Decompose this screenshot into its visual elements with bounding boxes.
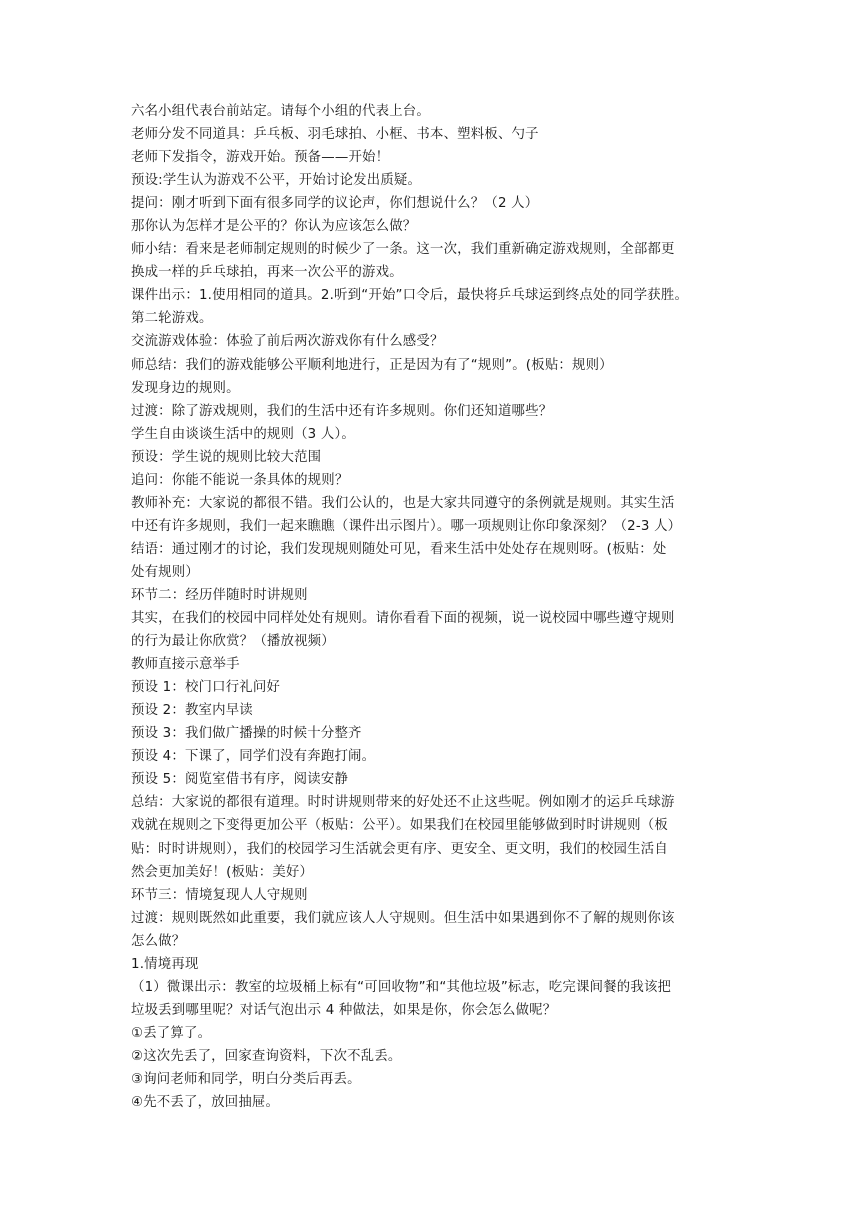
text-line: 学生自由谈谈生活中的规则（3 人）。 xyxy=(131,426,355,442)
text-line: 处有规则） xyxy=(131,564,199,580)
text-line: 教师补充：大家说的都很不错。我们公认的，也是大家共同遵守的条例就是规则。其实生活 xyxy=(131,495,675,511)
text-line: 过渡：规则既然如此重要，我们就应该人人守规则。但生活中如果遇到你不了解的规则你该 xyxy=(131,910,675,926)
text-line: 的行为最让你欣赏？（播放视频） xyxy=(131,634,335,650)
text-line: 追问：你能不能说一条具体的规则？ xyxy=(131,472,349,488)
text-line: 师小结：看来是老师制定规则的时候少了一条。这一次，我们重新确定游戏规则，全部都更 xyxy=(131,242,675,258)
text-line: 发现身边的规则。 xyxy=(131,380,240,396)
text-line: 总结：大家说的都很有道理。时时讲规则带来的好处还不止这些呢。例如刚才的运乒乓球游 xyxy=(131,795,675,811)
text-line: 预设：学生说的规则比较大范围 xyxy=(131,449,322,465)
section-heading: 环节三：情境复现人人守规则 xyxy=(131,887,308,903)
text-line: 预设 5：阅览室借书有序，阅读安静 xyxy=(131,772,349,788)
text-line: 预设 2：教室内早读 xyxy=(131,703,253,719)
text-line: 戏就在规则之下变得更加公平（板贴：公平）。如果我们在校园里能够做到时时讲规则（板 xyxy=(131,818,668,834)
list-item: ①丢了算了。 xyxy=(131,1025,212,1041)
text-line: 怎么做？ xyxy=(131,933,186,949)
list-item: ③询问老师和同学，明白分类后再丢。 xyxy=(131,1071,361,1087)
list-item: ④先不丢了，放回抽屉。 xyxy=(131,1095,280,1111)
text-line: 其实，在我们的校园中同样处处有规则。请你看看下面的视频，说一说校园中哪些遵守规则 xyxy=(131,611,675,627)
text-line: 贴：时时讲规则），我们的校园学习生活就会更有序、更安全、更文明，我们的校园生活自 xyxy=(131,841,668,857)
text-line: 然会更加美好！(板贴：美好） xyxy=(131,864,314,880)
text-line: 提问：刚才听到下面有很多同学的议论声，你们想说什么？（2 人） xyxy=(131,196,539,212)
text-line: 中还有许多规则，我们一起来瞧瞧（课件出示图片）。哪一项规则让你印象深刻？（2-3 人） xyxy=(131,518,682,534)
text-line: 过渡：除了游戏规则，我们的生活中还有许多规则。你们还知道哪些？ xyxy=(131,403,553,419)
text-line: 六名小组代表台前站定。请每个小组的代表上台。 xyxy=(131,104,430,119)
text-line: 垃圾丢到哪里呢？对话气泡出示 4 种做法，如果是你，你会怎么做呢？ xyxy=(131,1002,557,1018)
text-line: 那你认为怎样才是公平的？你认为应该怎么做？ xyxy=(131,219,417,235)
text-line: 预设 4：下课了，同学们没有奔跑打闹。 xyxy=(131,749,376,765)
text-line: 交流游戏体验：体验了前后两次游戏你有什么感受？ xyxy=(131,334,444,350)
text-line: 预设 3：我们做广播操的时候十分整齐 xyxy=(131,726,362,742)
text-line: 老师下发指令，游戏开始。预备——开始！ xyxy=(131,150,390,166)
text-line: 课件出示：1.使用相同的道具。2.听到“开始”口令后，最快将乒乓球运到终点处的同学获胜。 xyxy=(131,288,689,304)
list-item: ②这次先丢了，回家查询资料，下次不乱丢。 xyxy=(131,1048,402,1064)
text-line: 预设 1：校门口行礼问好 xyxy=(131,680,281,696)
text-line: 师总结：我们的游戏能够公平顺利地进行，正是因为有了“规则”。(板贴：规则） xyxy=(131,357,613,373)
section-heading: 环节二：经历伴随时时讲规则 xyxy=(131,587,308,603)
text-line: 预设:学生认为游戏不公平，开始讨论发出质疑。 xyxy=(131,173,422,189)
text-line: （1）微课出示：教室的垃圾桶上标有“可回收物”和“其他垃圾”标志，吃完课间餐的我该把 xyxy=(131,979,672,995)
text-line: 1.情境再现 xyxy=(131,956,199,972)
text-line: 结语：通过刚才的讨论，我们发现规则随处可见，看来生活中处处存在规则呀。(板贴：处 xyxy=(131,541,667,557)
text-line: 第二轮游戏。 xyxy=(131,311,213,327)
document-body xyxy=(131,100,741,1114)
text-line: 换成一样的乒乓球拍，再来一次公平的游戏。 xyxy=(131,265,403,281)
text-line: 教师直接示意举手 xyxy=(131,657,240,673)
text-line: 老师分发不同道具：乒乓板、羽毛球拍、小框、书本、塑料板、勺子 xyxy=(131,127,539,143)
